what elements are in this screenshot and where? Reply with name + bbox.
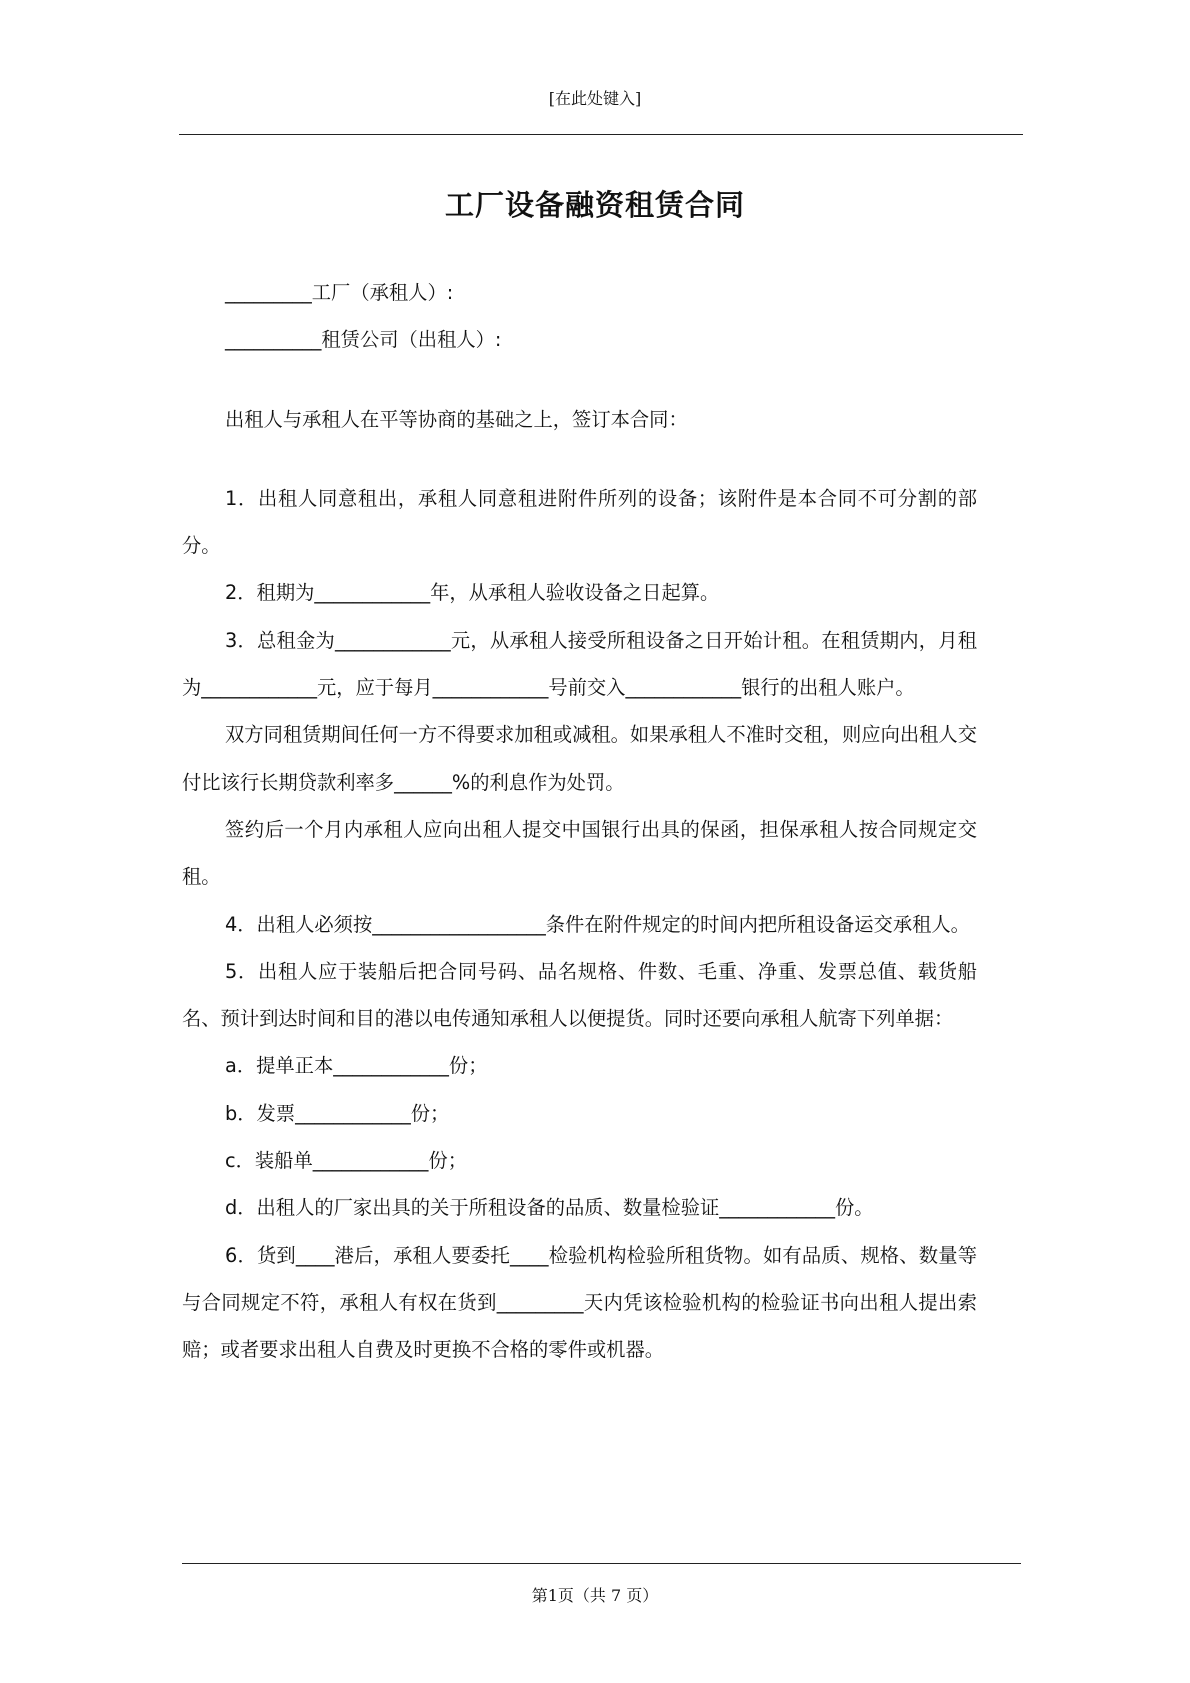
- clause-5: 5．出租人应于装船后把合同号码、品名规格、件数、毛重、净重、发票总值、载货船名、预计到达时间和目的港以电传通知承租人以便提货。同时还要向承租人航寄下列单据：: [182, 959, 977, 1031]
- clause-5-item-d: d．出租人的厂家出具的关于所租设备的品质、数量检验证____________份。: [225, 1196, 874, 1220]
- clause-5-item-b: b．发票____________份；: [225, 1101, 450, 1125]
- document-body: [182, 269, 977, 1374]
- clause-6: 6．货到____港后，承租人要委托____检验机构检验所租货物。如有品质、规格、数量等与合同规定不符，承租人有权在货到_________天内凭该检验机构的检验证书向出租人提出索赔；或者要求出租人自费及时更换不合格的零件或机器。: [182, 1243, 977, 1362]
- clause-3-guarantee: 签约后一个月内承租人应向出租人提交中国银行出具的保函，担保承租人按合同规定交租。: [182, 817, 977, 889]
- clause-5-item-a: a．提单正本____________份；: [225, 1054, 488, 1078]
- page-header: [在此处键入]: [548, 89, 642, 108]
- clause-1: 1．出租人同意租出，承租人同意租进附件所列的设备；该附件是本合同不可分割的部分。: [182, 486, 977, 558]
- clause-3-penalty: 双方同租赁期间任何一方不得要求加租或减租。如果承租人不准时交租，则应向出租人交付比该行长期贷款利率多______%的利息作为处罚。: [182, 723, 977, 794]
- footer-rule: [182, 1563, 1021, 1564]
- clause-2: 2．租期为____________年，从承租人验收设备之日起算。: [225, 581, 720, 605]
- document-title: 工厂设备融资租赁合同: [444, 188, 745, 222]
- clause-3: 3．总租金为____________元，从承租人接受所租设备之日开始计租。在租赁期内，月租为____________元，应于每月____________号前交入____________银行的出租人账户。: [182, 628, 977, 700]
- clause-5-item-c: c．装船单____________份；: [225, 1149, 467, 1173]
- page-footer: 第1页（共 7 页）: [531, 1586, 659, 1605]
- preamble: 出租人与承租人在平等协商的基础之上，签订本合同：: [225, 407, 688, 431]
- clause-4: 4．出租人必须按__________________条件在附件规定的时间内把所租设备运交承租人。: [225, 912, 970, 936]
- header-rule: [179, 134, 1023, 135]
- lessee-line: _________工厂（承租人）:: [225, 281, 454, 304]
- lessor-line: __________租赁公司（出租人）:: [225, 328, 502, 352]
